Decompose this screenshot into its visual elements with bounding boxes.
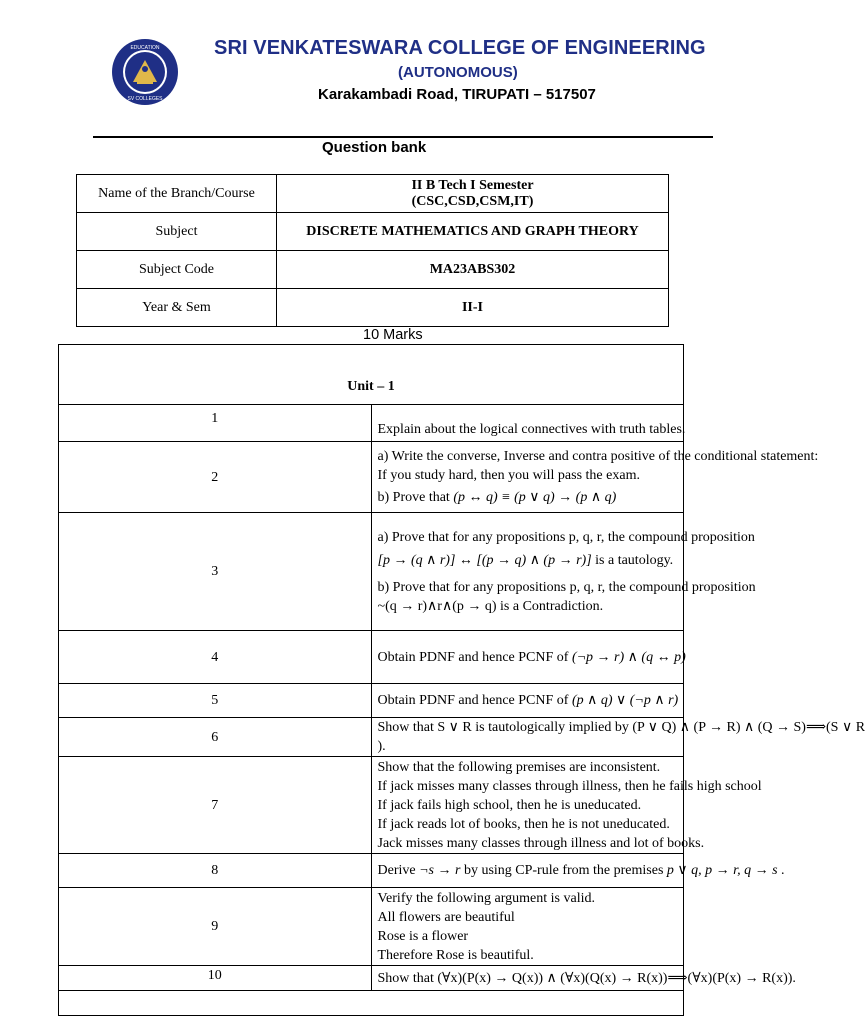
header-divider	[93, 136, 713, 138]
question-text	[371, 888, 684, 966]
question-fragment: .	[781, 863, 785, 878]
question-text	[371, 684, 684, 718]
question-row	[59, 757, 684, 854]
question-line	[377, 861, 785, 880]
question-line: Rose is a flower	[377, 928, 469, 944]
question-number: 1	[59, 405, 372, 442]
question-text	[371, 405, 684, 442]
question-line: Show that S ∨ R is tautologically implied by (P ∨ Q) ∧ (P → R) ∧ (Q → S)⟹(S ∨ R	[377, 720, 865, 735]
question-line	[377, 648, 686, 667]
question-text	[371, 966, 796, 991]
unit-header-row	[59, 345, 684, 405]
question-number: 9	[59, 888, 372, 966]
question-row	[59, 888, 684, 966]
college-logo	[111, 38, 179, 106]
question-text	[371, 442, 819, 513]
question-text	[371, 854, 785, 888]
subject-value: DISCRETE MATHEMATICS AND GRAPH THEORY	[277, 213, 669, 251]
question-number: 6	[59, 718, 372, 757]
empty-cell	[59, 991, 684, 1016]
question-line	[378, 488, 678, 507]
question-line: If jack reads lot of books, then he is not uneducated.	[377, 816, 670, 832]
unit-title: Unit – 1	[59, 345, 684, 405]
info-row-branch	[77, 175, 669, 213]
marks-label: 10 Marks	[363, 327, 423, 343]
question-line: b) Prove that for any propositions p, q, r, the compound proposition	[377, 579, 756, 595]
branch-value-line-2: (CSC,CSD,CSM,IT)	[411, 193, 534, 209]
question-line: Therefore Rose is beautiful.	[377, 947, 534, 963]
question-line	[378, 691, 678, 710]
question-row	[59, 405, 684, 442]
question-table	[58, 344, 865, 1016]
question-line: If jack fails high school, then he is uneducated.	[377, 797, 642, 813]
subject-code-value: MA23ABS302	[277, 251, 669, 289]
question-row	[59, 966, 684, 991]
question-line	[378, 551, 678, 570]
page-title: Question bank	[322, 139, 427, 156]
question-line: Show that the following premises are inconsistent.	[377, 759, 661, 775]
question-line: ).	[377, 739, 386, 754]
question-number: 4	[59, 631, 372, 684]
year-sem-label: Year & Sem	[77, 289, 277, 327]
math-expression: p ∨ q, p → r, q → s	[666, 863, 778, 878]
question-line: All flowers are beautiful	[377, 909, 515, 925]
info-row-year	[77, 289, 669, 327]
question-text	[371, 631, 684, 684]
question-line: If you study hard, then you will pass the exam.	[377, 468, 640, 483]
branch-label: Name of the Branch/Course	[77, 175, 277, 213]
year-sem-value: II-I	[277, 289, 669, 327]
question-row	[59, 513, 684, 631]
spacer	[378, 570, 678, 578]
question-row	[59, 718, 684, 757]
question-number: 8	[59, 854, 372, 888]
question-fragment: Obtain PDNF and hence PCNF of	[377, 649, 569, 665]
question-text	[371, 718, 865, 757]
question-line: Verify the following argument is valid.	[377, 890, 595, 906]
question-number: 3	[59, 513, 372, 631]
math-expression: [p → (q ∧ r)] ↔ [(p → q) ∧ (p → r)]	[377, 552, 592, 568]
svg-text:SV COLLEGES: SV COLLEGES	[127, 96, 163, 102]
question-line: If jack misses many classes through illness, then he fails high school	[377, 778, 762, 794]
svg-text:EDUCATION: EDUCATION	[130, 45, 160, 51]
college-address: Karakambadi Road, TIRUPATI – 517507	[318, 86, 596, 103]
question-line: Jack misses many classes through illness and lot of books.	[377, 835, 705, 851]
question-fragment: b) Prove that	[377, 490, 450, 505]
empty-row	[59, 991, 684, 1016]
question-row	[59, 442, 684, 513]
question-fragment: is a tautology.	[595, 552, 674, 568]
subject-label: Subject	[77, 213, 277, 251]
math-expression: (p ↔ q) ≡ (p ∨ q) → (p ∧ q)	[453, 490, 617, 505]
question-line: a) Prove that for any propositions p, q, r, the compound proposition	[377, 529, 755, 545]
course-info-table	[76, 174, 669, 327]
question-fragment: Obtain PDNF and hence PCNF of	[377, 693, 569, 708]
branch-value-line-1: II B Tech I Semester	[411, 177, 534, 193]
info-row-subject	[77, 213, 669, 251]
question-line: Show that (∀x)(P(x) → Q(x)) ∧ (∀x)(Q(x) → R(x))⟹(∀x)(P(x) → R(x)).	[377, 970, 796, 986]
question-text	[371, 513, 756, 631]
info-row-code	[77, 251, 669, 289]
branch-value	[277, 175, 669, 213]
question-row	[59, 631, 684, 684]
question-row	[59, 854, 684, 888]
math-expression: ¬s → r	[419, 863, 461, 878]
question-text	[371, 757, 762, 854]
question-number: 7	[59, 757, 372, 854]
question-number: 2	[59, 442, 372, 513]
question-number: 5	[59, 684, 372, 718]
question-line: Explain about the logical connectives with truth tables.	[377, 422, 686, 437]
autonomous-label: (AUTONOMOUS)	[398, 64, 518, 81]
math-expression: (p ∧ q) ∨ (¬p ∧ r)	[571, 693, 679, 708]
question-line: a) Write the converse, Inverse and contra positive of the conditional statement:	[377, 449, 819, 464]
subject-code-label: Subject Code	[77, 251, 277, 289]
question-line: ~(q → r)∧r∧(p → q) is a Contradiction.	[377, 598, 604, 614]
question-row	[59, 684, 684, 718]
question-fragment: by using CP-rule from the premises	[463, 863, 664, 878]
question-fragment: Derive	[377, 863, 416, 878]
math-expression: (¬p → r) ∧ (q ↔ p)	[571, 649, 686, 665]
question-number: 10	[59, 966, 372, 991]
college-name: SRI VENKATESWARA COLLEGE OF ENGINEERING	[214, 37, 706, 59]
